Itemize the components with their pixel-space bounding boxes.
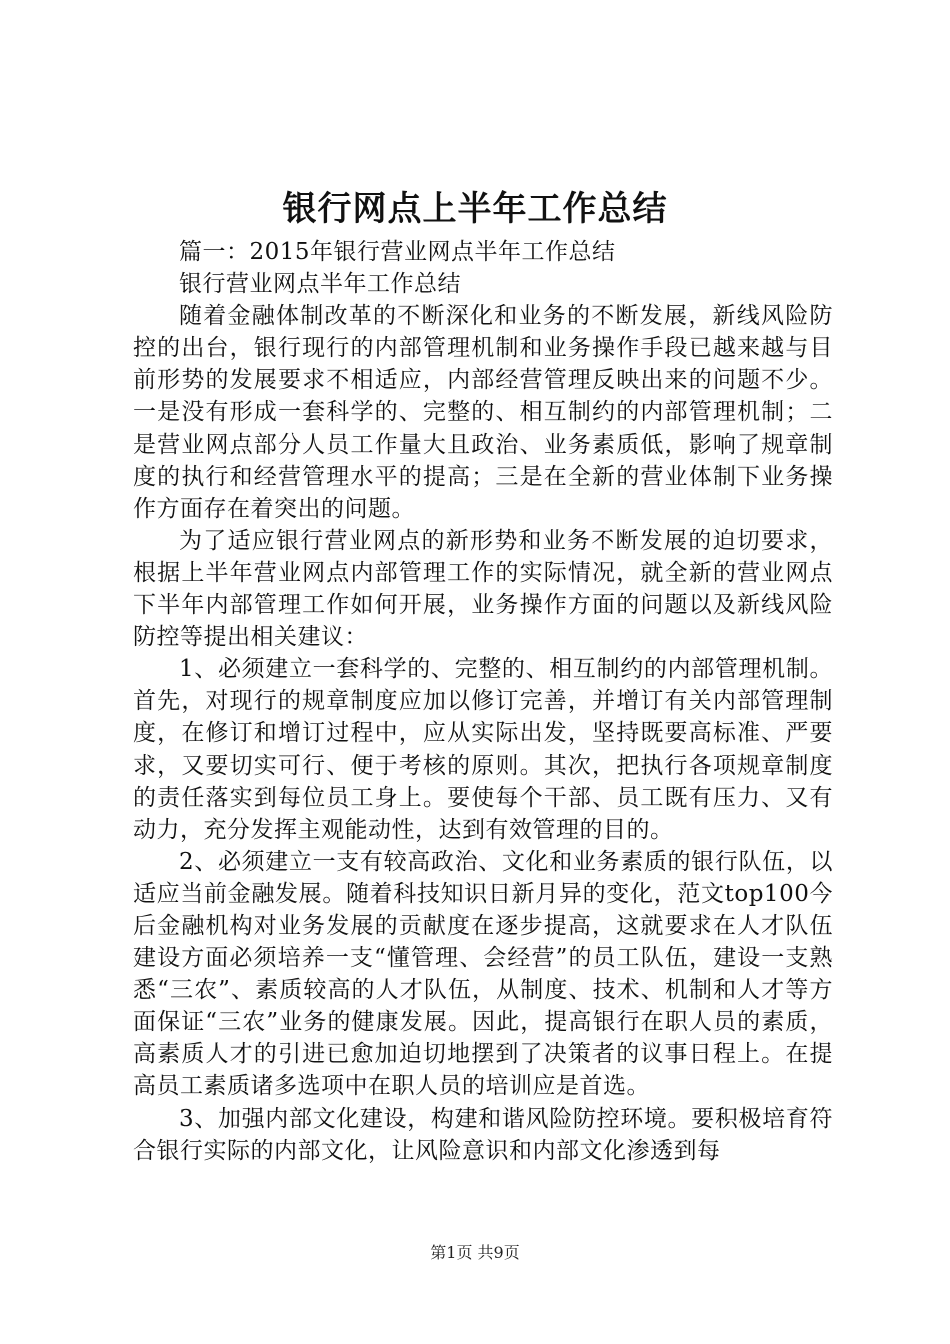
- page-footer: 第1页 共9页: [430, 1243, 520, 1262]
- paragraph-item-1: 1、必须建立一套科学的、完整的、相互制约的内部管理机制。首先，对现行的规章制度应加以修订完善，并增订有关内部管理制度，在修订和增订过程中，应从实际出发，坚持既要高标准、严要求，又要切实可行、便于考核的原则。其次，把执行各项规章制度的责任落实到每位员工身上。要使每个干部、员工既有压力、又有动力，充分发挥主观能动性，达到有效管理的目的。: [133, 656, 833, 843]
- paragraph-heading: 银行营业网点半年工作总结: [179, 271, 461, 298]
- paragraph-intro: 随着金融体制改革的不断深化和业务的不断发展，新线风险防控的出台，银行现行的内部管理机制和业务操作手段已越来越与目前形势的发展要求不相适应，内部经营管理反映出来的问题不少。一是没有形成一套科学的、完整的、相互制约的内部管理机制；二是营业网点部分人员工作量大且政治、业务素质低，影响了规章制度的执行和经营管理水平的提高；三是在全新的营业体制下业务操作方面存在着突出的问题。: [133, 303, 833, 522]
- document-body: [133, 236, 833, 1167]
- paragraph-item-2: 2、必须建立一支有较高政治、文化和业务素质的银行队伍，以适应当前金融发展。随着科技知识日新月异的变化，范文top100今后金融机构对业务发展的贡献度在逐步提高，这就要求在人才队伍建设方面必须培养一支“懂管理、会经营”的员工队伍，建设一支熟悉“三农”、素质较高的人才队伍，从制度、技术、机制和人才等方面保证“三农”业务的健康发展。因此，提高银行在职人员的素质，高素质人才的引进已愈加迫切地摆到了决策者的议事日程上。在提高员工素质诸多选项中在职人员的培训应是首选。: [133, 848, 833, 1100]
- paragraph-purpose: 为了适应银行营业网点的新形势和业务不断发展的迫切要求，根据上半年营业网点内部管理工作的实际情况，就全新的营业网点下半年内部管理工作如何开展，业务操作方面的问题以及新线风险防控等提出相关建议：: [133, 527, 833, 651]
- paragraph-subtitle: 篇一：2015年银行营业网点半年工作总结: [179, 239, 616, 265]
- document-title: 银行网点上半年工作总结: [282, 189, 668, 229]
- paragraph-item-3: 3、加强内部文化建设，构建和谐风险防控环境。要积极培育符合银行实际的内部文化，让风险意识和内部文化渗透到每: [133, 1105, 833, 1164]
